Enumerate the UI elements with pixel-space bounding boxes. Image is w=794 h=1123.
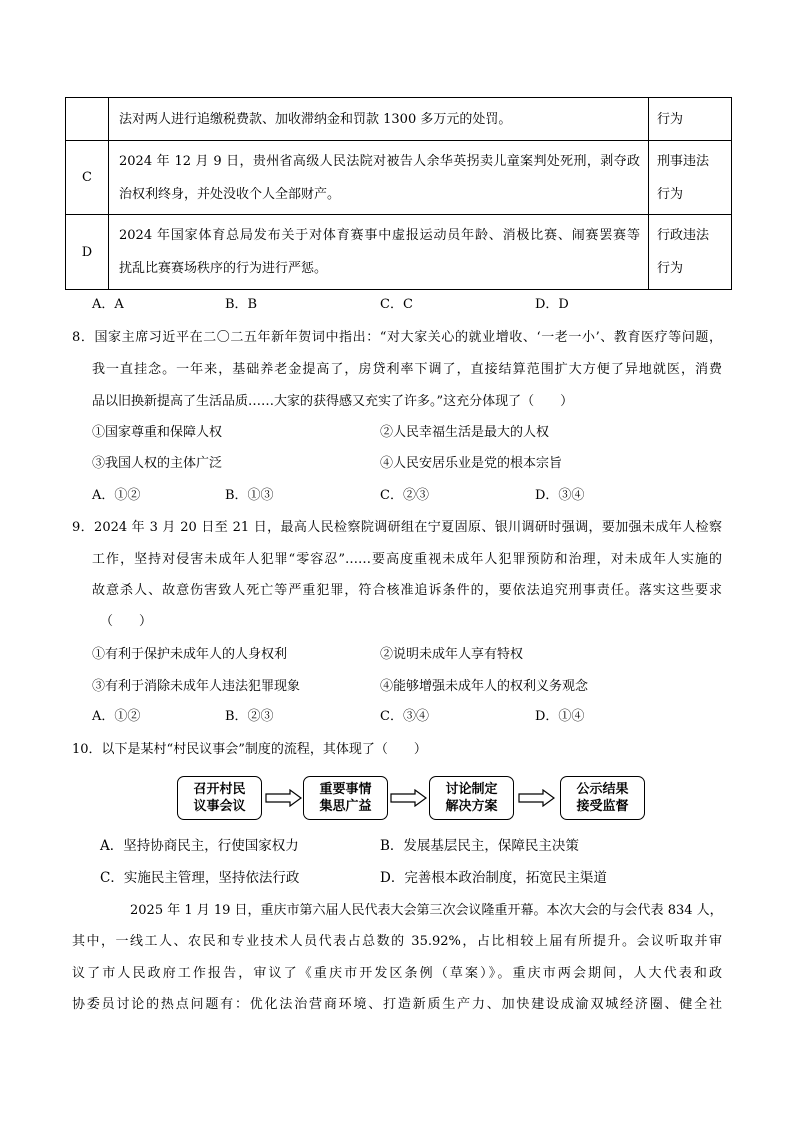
violation-type-line: 行为 [657, 261, 684, 276]
flow-step-text: 集思广益 [319, 799, 372, 814]
table-row [66, 215, 732, 290]
q10-stem: 10．以下是某村“村民议事会”制度的流程，其体现了（ ） [72, 742, 427, 757]
violation-type-line: 行为 [657, 186, 684, 202]
flow-step-4 [560, 776, 645, 820]
q8-stem-line: 我一直挂念。一年来，基础养老金提高了，房贷利率下调了，直接结算范围扩大方便了异地就医，消费 [92, 362, 722, 377]
right-arrow-icon [390, 789, 427, 807]
case-description-cell [109, 141, 649, 215]
q8-stem-line: 品以旧换新提高了生活品质……大家的获得感又充实了许多。”这充分体现了（ ） [92, 394, 574, 409]
flow-step-text: 讨论制定 [445, 782, 498, 797]
option-label-cell: C [66, 141, 109, 215]
q7-option-c: C．C [380, 297, 413, 312]
q9-statement-2: ②说明未成年人享有特权 [380, 647, 524, 662]
case-description-line: 法对两人进行追缴税费款、加收滞纳金和罚款 1300 多万元的处罚。 [119, 111, 512, 127]
legal-cases-table [65, 97, 732, 290]
q10-option-a: A．坚持协商民主，行使国家权力 [100, 838, 299, 854]
q9-option-c: C．③④ [380, 709, 429, 724]
q9-statement-1: ①有利于保护未成年人的人身权利 [92, 647, 288, 662]
q8-statement-3: ③我国人权的主体广泛 [92, 456, 223, 471]
violation-type-line: 行为 [657, 111, 684, 127]
q8-option-d: D．③④ [535, 488, 585, 503]
violation-type-cell [649, 141, 732, 215]
violation-type-cell [649, 215, 732, 290]
q7-option-b: B．B [225, 297, 258, 312]
case-description-line: 扰乱比赛赛场秩序的行为进行严惩。 [119, 261, 328, 276]
flow-step-2 [303, 776, 388, 820]
flow-step-1 [177, 776, 262, 820]
case-description-line: 2024 年 12 月 9 日，贵州省高级人民法院对被告人余华英拐卖儿童案判处死刑，剥夺政 [119, 153, 640, 169]
material-line: 协委员讨论的热点问题有：优化法治营商环境、打造新质生产力、加快建设成渝双城经济圈、健全社 [72, 997, 722, 1012]
case-description-line: 治权利终身，并处没收个人全部财产。 [119, 186, 341, 202]
q7-option-d: D．D [535, 297, 569, 312]
material-line: 2025 年 1 月 19 日，重庆市第六届人民代表大会第三次会议隆重开幕。本次大会的与会代表 834 人， [130, 903, 723, 918]
flow-step-text: 召开村民 [193, 782, 246, 797]
q9-stem-line: 故意杀人、故意伤害致人死亡等严重犯罪，符合核准追诉条件的，要依法追究刑事责任。落实这些要求 [92, 583, 722, 598]
violation-type-line: 刑事违法 [657, 153, 710, 169]
q8-statement-4: ④人民安居乐业是党的根本宗旨 [380, 456, 563, 471]
flow-step-text: 解决方案 [445, 799, 498, 814]
q9-stem-line: 工作，坚持对侵害未成年人犯罪“零容忍”……要高度重视未成年人犯罪预防和治理，对未成年人实施的 [92, 552, 722, 567]
case-description-cell [109, 98, 649, 141]
q8-option-b: B．①③ [225, 488, 274, 503]
q8-statement-2: ②人民幸福生活是最大的人权 [380, 425, 550, 440]
q9-option-d: D．①④ [535, 709, 585, 724]
violation-type-line: 行政违法 [657, 228, 710, 243]
case-description-line: 2024 年国家体育总局发布关于对体育赛事中虚报运动员年龄、消极比赛、闹赛罢赛等 [119, 228, 640, 243]
q8-option-a: A．①② [92, 488, 141, 503]
option-label-cell: D [66, 215, 109, 290]
q8-statement-1: ①国家尊重和保障人权 [92, 425, 223, 440]
q9-stem-line: 9．2024 年 3 月 20 日至 21 日，最高人民检察院调研组在宁夏固原、银川调研时强调，要加强未成年人检察 [72, 520, 722, 535]
table-row [66, 98, 732, 141]
flow-step-text: 接受监督 [576, 799, 629, 814]
q10-option-c: C．实施民主管理，坚持依法行政 [100, 870, 300, 886]
q8-option-c: C．②③ [380, 488, 429, 503]
q9-answer-bracket: （ ） [100, 614, 153, 629]
flow-step-text: 公示结果 [576, 782, 629, 797]
case-description-cell [109, 215, 649, 290]
table-row [66, 141, 732, 215]
q9-statement-3: ③有利于消除未成年人违法犯罪现象 [92, 679, 301, 694]
option-label-cell [66, 98, 109, 141]
q9-option-a: A．①② [92, 709, 141, 724]
flow-step-text: 重要事情 [319, 782, 372, 797]
right-arrow-icon [518, 789, 555, 807]
q10-option-d: D．完善根本政治制度，拓宽民主渠道 [380, 870, 607, 886]
q9-statement-4: ④能够增强未成年人的权利义务观念 [380, 679, 589, 694]
q10-option-b: B．发展基层民主，保障民主决策 [380, 838, 579, 854]
material-line: 议了市人民政府工作报告，审议了《重庆市开发区条例（草案）》。重庆市两会期间，人大代表和政 [72, 966, 722, 981]
flow-step-text: 议事会议 [193, 799, 246, 814]
violation-type-cell [649, 98, 732, 141]
q8-stem-line: 8．国家主席习近平在二〇二五年新年贺词中指出：“对大家关心的就业增收、‘一老一小’、教育医疗等问题， [72, 330, 722, 345]
material-line: 其中，一线工人、农民和专业技术人员代表占总数的 35.92%，占比相较上届有所提升。会议听取并审 [72, 934, 722, 949]
right-arrow-icon [265, 789, 302, 807]
q7-option-a: A．A [92, 297, 124, 312]
flow-step-3 [429, 776, 514, 820]
q9-option-b: B．②③ [225, 709, 274, 724]
